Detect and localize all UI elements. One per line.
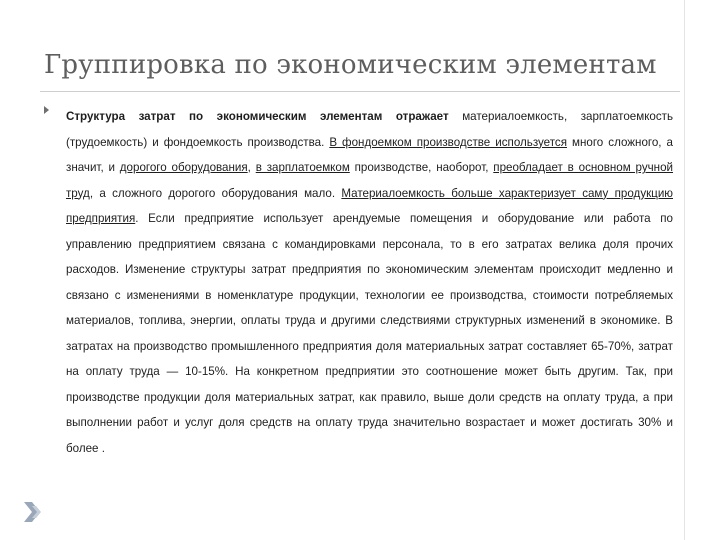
lead-phrase: Структура затрат по экономическим элементам отражает (66, 110, 449, 123)
text-segment: много сложного, а значит, и (66, 135, 673, 174)
text-segment: материалоемкость, зарплатоемкость (трудоемкость) и фондоемкость производства. (66, 110, 673, 149)
slide-title: Группировка по экономическим элементам (44, 50, 657, 80)
text-segment: . Если предприятие использует арендуемые помещения и оборудование или работа по управлению предприятием связана с командировками персонала, то в его затратах велика доля прочих расходов. Изменение структуры затрат предприятия по экономическим элементам происходит медленно и связано с изменениями в номенклатуре продукции, технологии ее производства, стоимости потребляемых материалов, топлива, энергии, оплаты труда и другими следствиями структурных изменений в экономике. В затратах на производство промышленного предприятия доля материальных затрат составляет 65-70%, затрат на оплату труда — 10-15%. На конкретном предприятии это соотношение может быть другим. Так, при производстве продукции доля материальных затрат, как правило, выше доли средств на оплату труда, а при выполнении работ и услуг доля средств на оплату труда значительно возрастает и может достигать 30% и более . (66, 212, 673, 455)
underlined-phrase: преобладает в основном ручной труд (66, 161, 673, 200)
right-edge-divider (684, 0, 685, 540)
underlined-phrase: дорогого оборудования (119, 161, 248, 174)
triangle-bullet-icon (44, 106, 49, 114)
underlined-phrase: В фондоемком производстве используется (329, 135, 567, 149)
underlined-phrase: Материалоемкость больше характеризует саму продукцию предприятия (66, 186, 673, 225)
text-segment: , (247, 161, 256, 174)
text-segment: производстве, наоборот, (349, 161, 494, 174)
title-divider (40, 91, 680, 92)
chevron-double-logo-icon (22, 500, 44, 524)
body-paragraph (66, 104, 673, 461)
underlined-phrase: в зарплатоемком (255, 161, 350, 174)
text-segment: , а сложного дорогого оборудования мало. (89, 186, 342, 200)
